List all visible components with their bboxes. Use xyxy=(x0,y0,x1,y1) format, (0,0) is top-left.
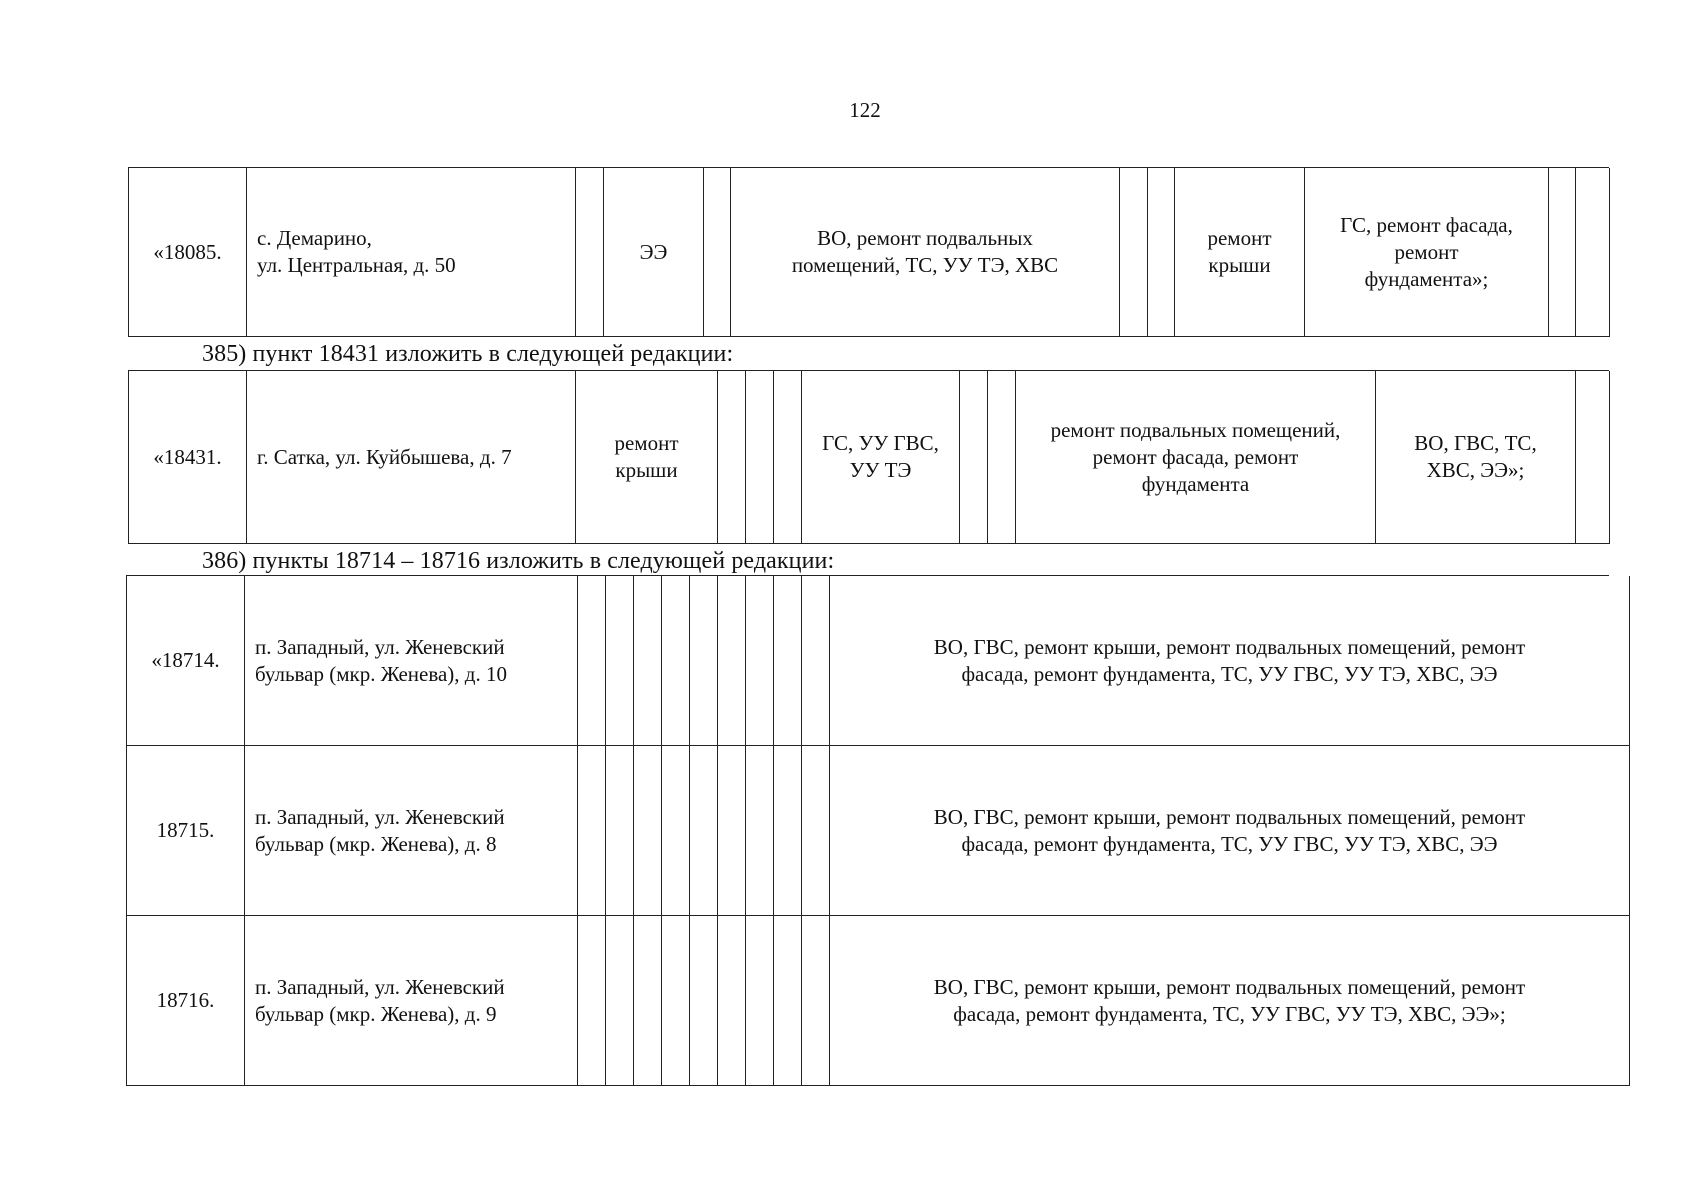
address-cell xyxy=(245,916,578,1086)
empty-cell xyxy=(662,916,690,1086)
works-line: ВО, ГВС, ремонт крыши, ремонт подвальных помещений, ремонт xyxy=(933,804,1526,829)
basement-line: ремонт фасада, ремонт xyxy=(1092,444,1299,469)
works-line: ВО, ГВС, ремонт крыши, ремонт подвальных помещений, ремонт xyxy=(933,634,1526,659)
works-line: ВО, ремонт подвальных xyxy=(817,226,1033,250)
works-line: фасада, ремонт фундамента, ТС, УУ ГВС, УУ ТЭ, ХВС, ЭЭ»; xyxy=(953,1001,1506,1026)
works-line: помещений, ТС, УУ ТЭ, ХВС xyxy=(791,253,1059,277)
roof-cell xyxy=(576,371,718,544)
works-line: фасада, ремонт фундамента, ТС, УУ ГВС, УУ ТЭ, ХВС, ЭЭ xyxy=(961,661,1498,686)
empty-cell xyxy=(988,371,1016,544)
empty-cell xyxy=(746,746,774,916)
roof-line: крыши xyxy=(615,458,678,482)
ee-cell: ЭЭ xyxy=(604,168,704,337)
address-line: п. Западный, ул. Женевский xyxy=(255,974,505,999)
empty-cell xyxy=(1120,168,1148,337)
empty-cell xyxy=(718,371,746,544)
row-number: «18085. xyxy=(129,168,247,337)
address-line: бульвар (мкр. Женева), д. 9 xyxy=(255,1001,497,1026)
gs-cell xyxy=(802,371,960,544)
empty-cell xyxy=(1576,168,1610,337)
empty-cell xyxy=(774,916,802,1086)
empty-cell xyxy=(774,576,802,746)
empty-cell xyxy=(746,576,774,746)
row-number: «18431. xyxy=(129,371,247,544)
empty-cell xyxy=(774,371,802,544)
address-cell xyxy=(245,746,578,916)
table-18085 xyxy=(128,167,1609,337)
gs-line: фундамента»; xyxy=(1364,266,1489,291)
empty-cell xyxy=(606,746,634,916)
address-line: бульвар (мкр. Женева), д. 8 xyxy=(255,831,497,856)
basement-line: ремонт подвальных помещений, xyxy=(1050,417,1341,442)
vo-line: ХВС, ЭЭ»; xyxy=(1426,458,1525,482)
empty-cell xyxy=(774,746,802,916)
empty-cell xyxy=(662,746,690,916)
works-line: фасада, ремонт фундамента, ТС, УУ ГВС, УУ ТЭ, ХВС, ЭЭ xyxy=(961,831,1498,856)
empty-cell xyxy=(578,746,606,916)
roof-line: ремонт xyxy=(614,431,679,455)
vo-cell xyxy=(1376,371,1576,544)
empty-cell xyxy=(718,916,746,1086)
empty-cell xyxy=(802,576,830,746)
address-line: с. Демарино, xyxy=(257,226,372,250)
empty-cell xyxy=(718,576,746,746)
address-cell: г. Сатка, ул. Куйбышева, д. 7 xyxy=(247,371,576,544)
empty-cell xyxy=(690,576,718,746)
gs-cell xyxy=(1305,168,1549,337)
empty-cell xyxy=(606,916,634,1086)
works-cell xyxy=(830,916,1630,1086)
empty-cell xyxy=(746,916,774,1086)
empty-cell xyxy=(578,576,606,746)
empty-cell xyxy=(746,371,774,544)
empty-cell xyxy=(634,916,662,1086)
address-line: п. Западный, ул. Женевский xyxy=(255,634,505,659)
empty-cell xyxy=(802,916,830,1086)
empty-cell xyxy=(690,746,718,916)
gs-line: ГС, ремонт фасада, xyxy=(1340,212,1513,237)
gs-line: ГС, УУ ГВС, xyxy=(822,431,939,455)
heading-386: 386) пункты 18714 – 18716 изложить в следующей редакции: xyxy=(202,548,835,574)
roof-line: крыши xyxy=(1208,253,1271,277)
works-cell xyxy=(830,576,1630,746)
empty-cell xyxy=(1148,168,1175,337)
empty-cell xyxy=(960,371,988,544)
gs-line: ремонт xyxy=(1394,239,1459,264)
works-cell xyxy=(830,746,1630,916)
table-18714-18716 xyxy=(126,575,1609,1086)
address-cell xyxy=(247,168,576,337)
empty-cell xyxy=(634,576,662,746)
empty-cell xyxy=(1549,168,1576,337)
empty-cell xyxy=(704,168,731,337)
basement-line: фундамента xyxy=(1141,471,1250,496)
row-number: 18716. xyxy=(127,916,245,1086)
empty-cell xyxy=(690,916,718,1086)
roof-line: ремонт xyxy=(1207,226,1272,250)
empty-cell xyxy=(1576,371,1610,544)
page-number: 122 xyxy=(849,98,881,122)
table-18431 xyxy=(128,370,1609,544)
address-line: бульвар (мкр. Женева), д. 10 xyxy=(255,661,507,686)
empty-cell xyxy=(578,916,606,1086)
address-cell xyxy=(245,576,578,746)
address-line: п. Западный, ул. Женевский xyxy=(255,804,505,829)
empty-cell xyxy=(576,168,604,337)
works-cell xyxy=(731,168,1120,337)
basement-cell xyxy=(1016,371,1376,544)
empty-cell xyxy=(662,576,690,746)
empty-cell xyxy=(606,576,634,746)
heading-385: 385) пункт 18431 изложить в следующей редакции: xyxy=(202,341,734,367)
empty-cell xyxy=(718,746,746,916)
works-line: ВО, ГВС, ремонт крыши, ремонт подвальных помещений, ремонт xyxy=(933,974,1526,999)
address-line: ул. Центральная, д. 50 xyxy=(257,253,456,277)
row-number: 18715. xyxy=(127,746,245,916)
roof-cell xyxy=(1175,168,1305,337)
gs-line: УУ ТЭ xyxy=(849,458,912,482)
empty-cell xyxy=(802,746,830,916)
vo-line: ВО, ГВС, ТС, xyxy=(1414,431,1537,455)
row-number: «18714. xyxy=(127,576,245,746)
empty-cell xyxy=(634,746,662,916)
